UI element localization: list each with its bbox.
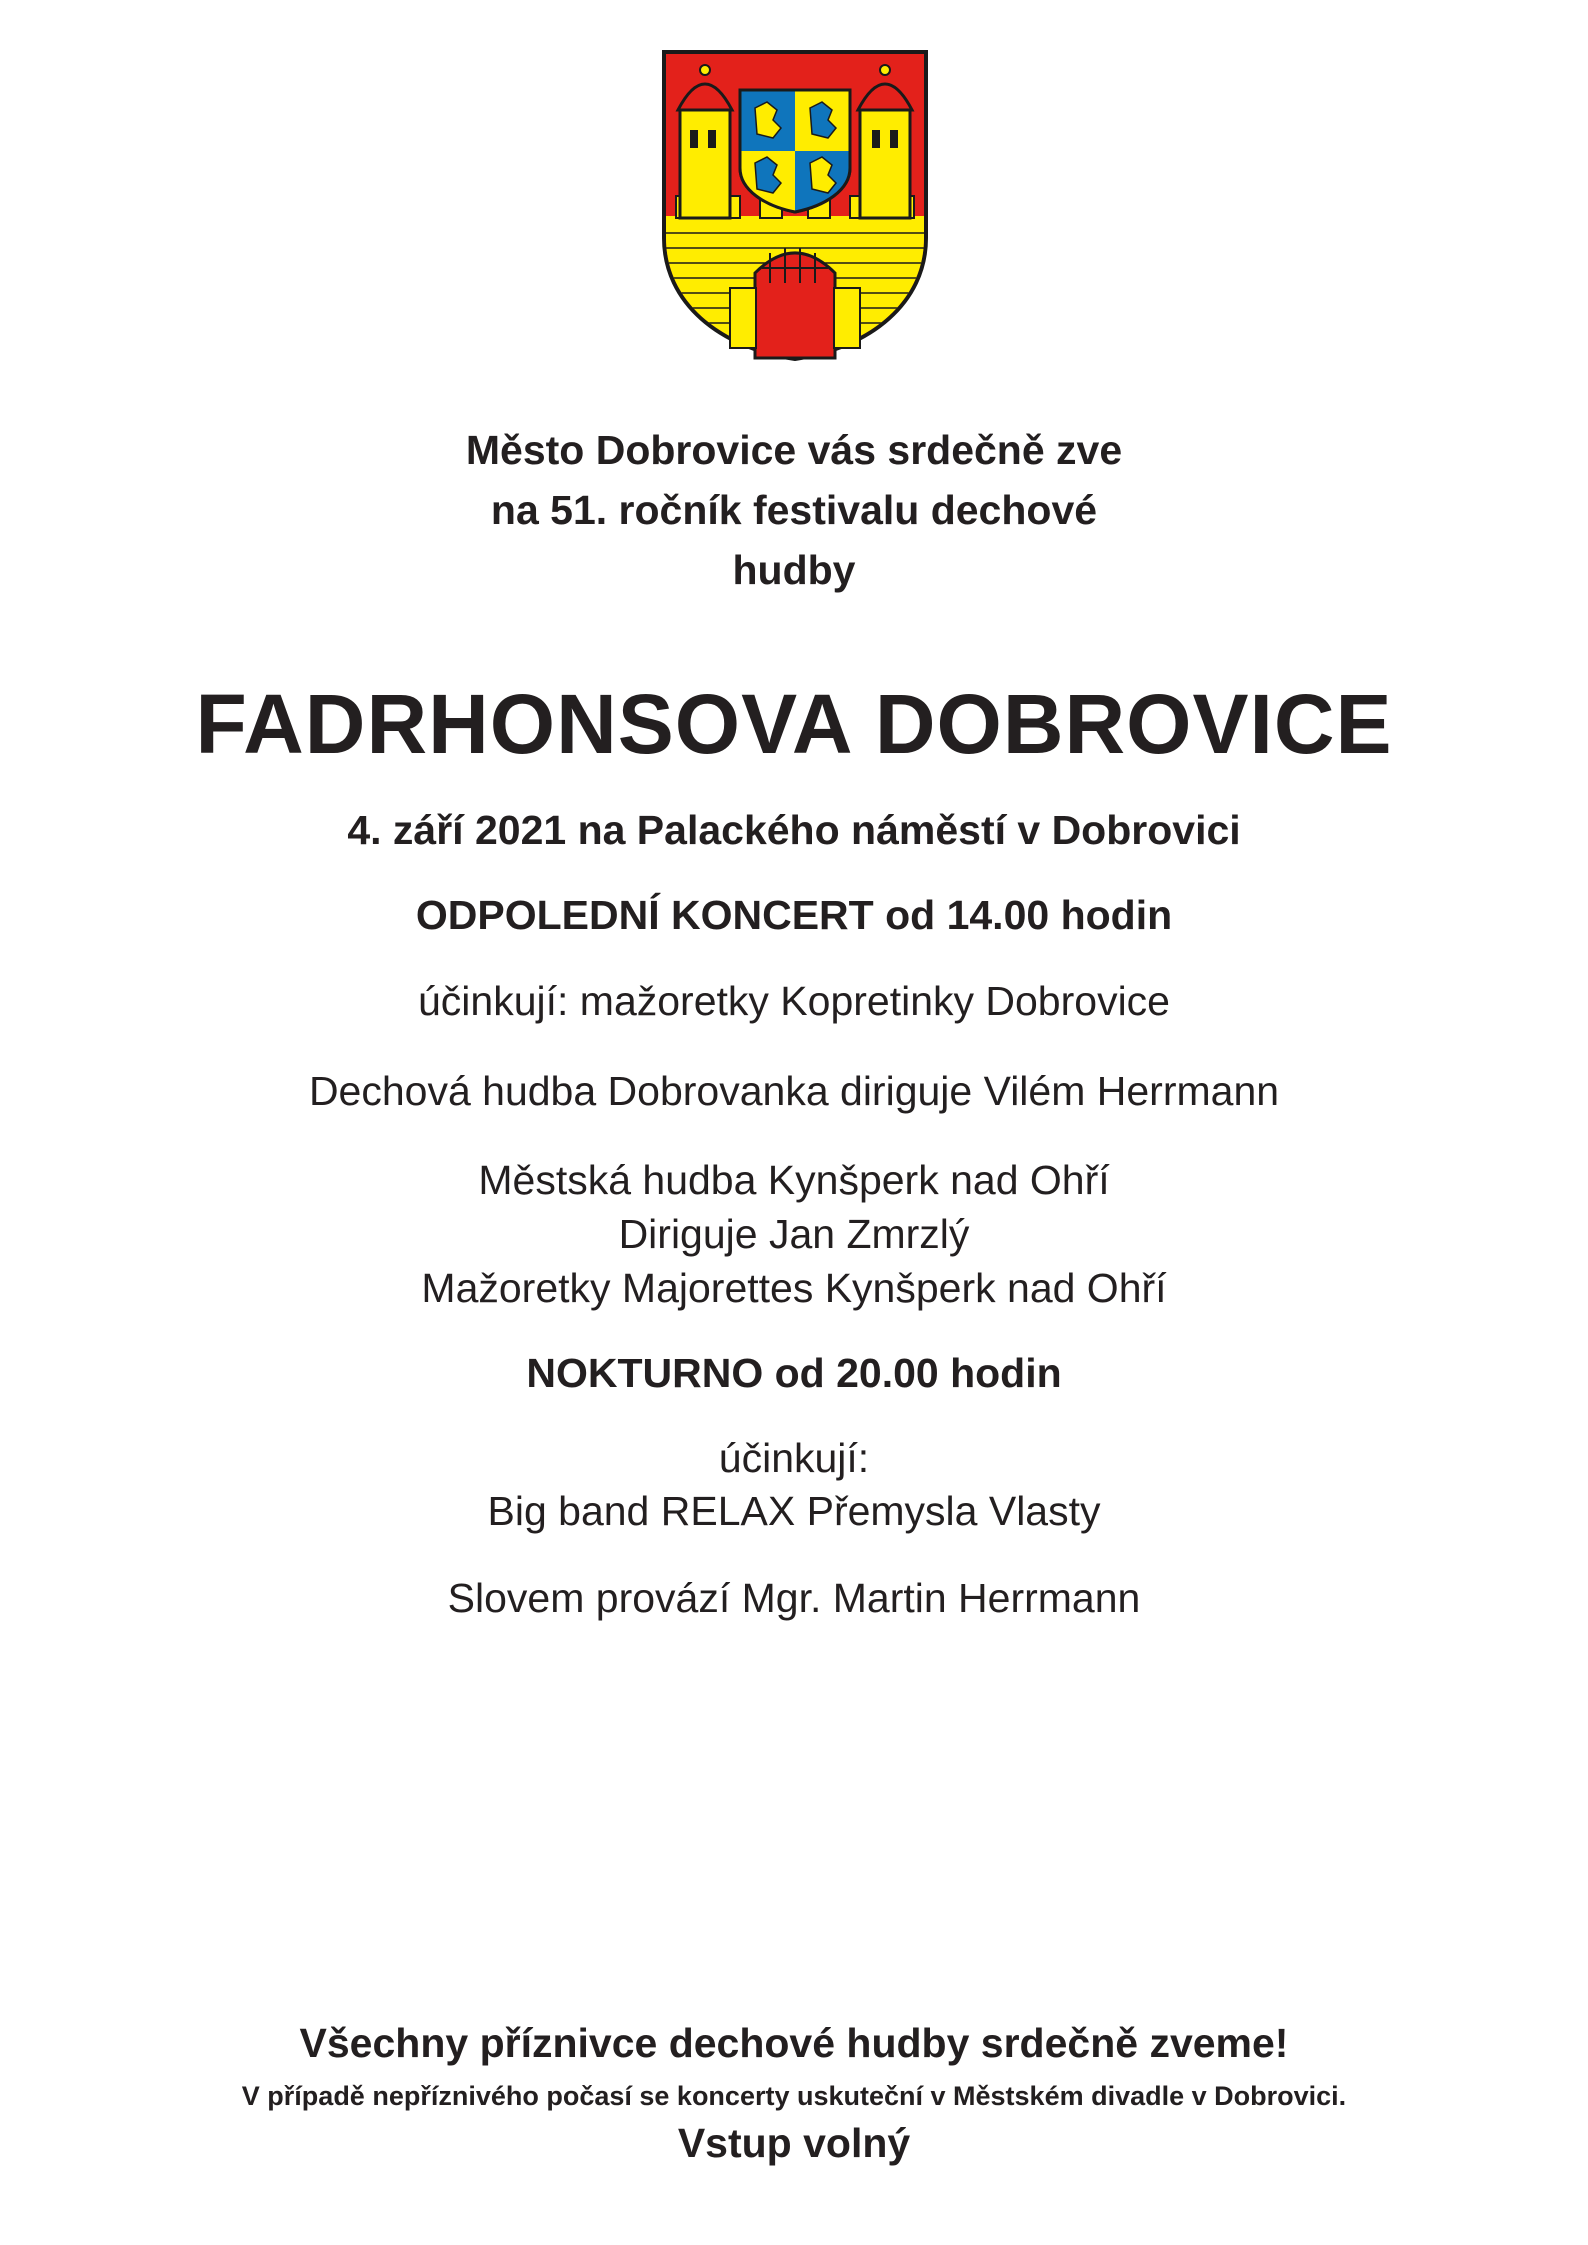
afternoon-performers-1: účinkují: mažoretky Kopretinky Dobrovice (418, 978, 1170, 1024)
afternoon-performers-3a: Městská hudba Kynšperk nad Ohří (478, 1157, 1110, 1203)
invitation-line-2: na 51. ročník festivalu dechové (490, 487, 1098, 533)
evening-performers-label: účinkují: (718, 1435, 870, 1481)
evening-performers: Big band RELAX Přemysla Vlasty (487, 1488, 1101, 1534)
afternoon-performers-3c: Mažoretky Majorettes Kynšperk nad Ohří (421, 1265, 1167, 1311)
invitation-line-1: Město Dobrovice vás srdečně zve (465, 427, 1123, 473)
date-place: 4. září 2021 na Palackého náměstí v Dobrovici (347, 807, 1241, 853)
afternoon-heading: ODPOLEDNÍ KONCERT od 14.00 hodin (415, 892, 1173, 938)
dobrovice-coat-of-arms-icon (660, 48, 930, 363)
invitation-line-3: hudby (732, 547, 856, 593)
footer-welcome: Všechny příznivce dechové hudby srdečně zveme! (299, 2020, 1289, 2066)
afternoon-performers-3b: Diriguje Jan Zmrzlý (618, 1211, 970, 1257)
evening-heading: NOKTURNO od 20.00 hodin (526, 1350, 1062, 1396)
afternoon-performers-2: Dechová hudba Dobrovanka diriguje Vilém Herrmann (308, 1068, 1280, 1114)
footer-weather-note: V případě nepříznivého počasí se koncerty uskuteční v Městském divadle v Dobrovici. (241, 2081, 1347, 2111)
evening-host: Slovem provází Mgr. Martin Herrmann (447, 1575, 1141, 1621)
footer-admission: Vstup volný (677, 2120, 911, 2166)
event-title: FADRHONSOVA DOBROVICE (195, 677, 1393, 771)
